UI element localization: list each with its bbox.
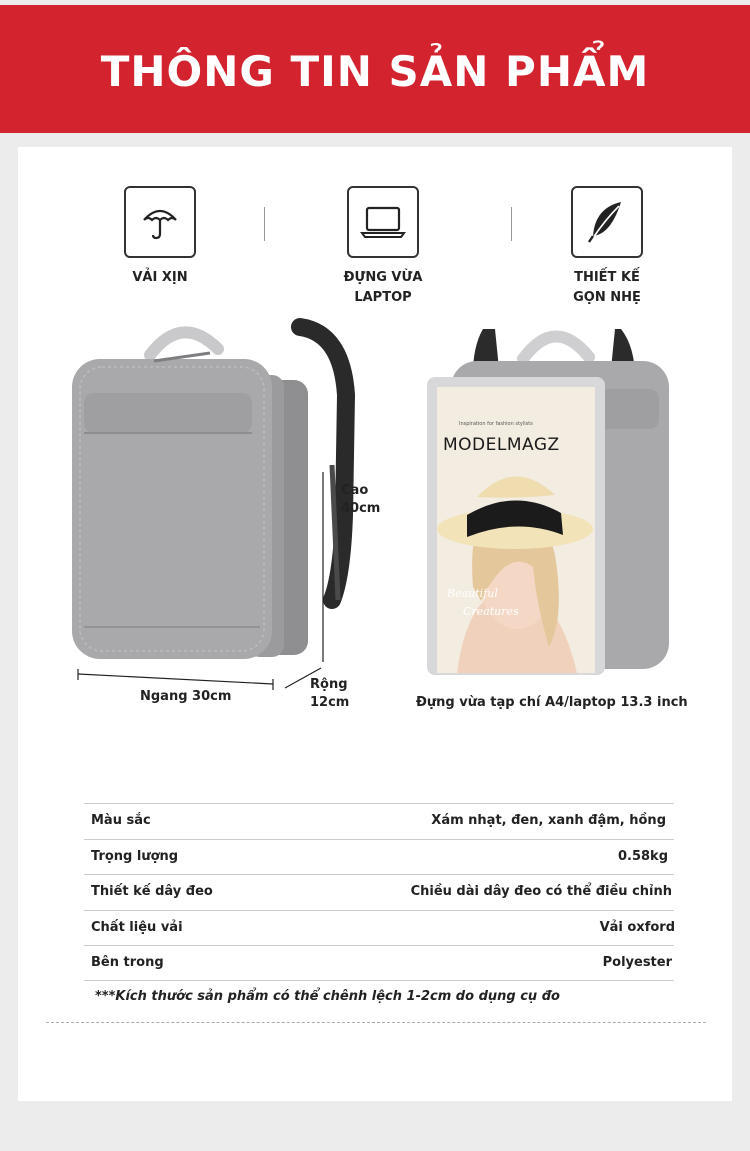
table-row bbox=[84, 910, 674, 946]
header-banner bbox=[0, 5, 750, 133]
spec-key: Màu sắc bbox=[91, 813, 151, 828]
spec-value: Chiều dài dây đeo có thể điều chỉnh bbox=[410, 884, 672, 899]
divider bbox=[264, 207, 265, 241]
table-row bbox=[84, 839, 674, 875]
table-row bbox=[84, 803, 674, 839]
magazine-model-image bbox=[437, 387, 595, 673]
svg-text:Beautiful: Beautiful bbox=[447, 587, 498, 600]
feature-label-laptop: ĐỰNG VỪA LAPTOP bbox=[343, 270, 423, 305]
feather-icon bbox=[571, 186, 643, 258]
svg-text:Creatures: Creatures bbox=[463, 605, 519, 618]
laptop-icon bbox=[347, 186, 419, 258]
spec-value: Xám nhạt, đen, xanh đậm, hồng bbox=[431, 813, 666, 828]
spec-value: Polyester bbox=[602, 955, 672, 970]
height-label: Cao 40cm bbox=[341, 483, 381, 516]
table-row bbox=[84, 945, 674, 981]
spec-key: Chất liệu vải bbox=[91, 919, 183, 935]
magazine-cover bbox=[437, 387, 595, 673]
spec-key: Trọng lượng bbox=[91, 848, 179, 864]
feature-fabric bbox=[95, 186, 225, 288]
depth-label: Rộng 12cm bbox=[310, 677, 350, 710]
measurement-note: ***Kích thước sản phẩm có thể chênh lệch 1-2cm do dụng cụ đo bbox=[95, 989, 560, 1004]
spec-key: Bên trong bbox=[91, 955, 164, 970]
magazine-tagline: Inspiration for fashion stylists bbox=[459, 421, 533, 427]
table-row bbox=[84, 874, 674, 910]
feature-label-lightweight: THIẾT KẾ GỌN NHẸ bbox=[573, 270, 641, 305]
spec-value: Vải oxford bbox=[599, 919, 675, 935]
feature-label-fabric: VẢI XỊN bbox=[132, 270, 188, 285]
magazine-title: MODELMAGZ bbox=[443, 435, 560, 455]
fit-caption: Đựng vừa tạp chí A4/laptop 13.3 inch bbox=[416, 695, 688, 710]
umbrella-icon bbox=[124, 186, 196, 258]
divider bbox=[511, 207, 512, 241]
divider bbox=[46, 1022, 706, 1023]
spec-table bbox=[84, 803, 674, 981]
width-label: Ngang 30cm bbox=[140, 689, 232, 704]
feature-laptop bbox=[318, 186, 448, 308]
spec-key: Thiết kế dây đeo bbox=[91, 884, 213, 899]
feature-lightweight bbox=[542, 186, 672, 308]
spec-value: 0.58kg bbox=[617, 848, 668, 864]
page-title: THÔNG TIN SẢN PHẨM bbox=[100, 47, 650, 96]
product-info-card bbox=[18, 147, 732, 1101]
